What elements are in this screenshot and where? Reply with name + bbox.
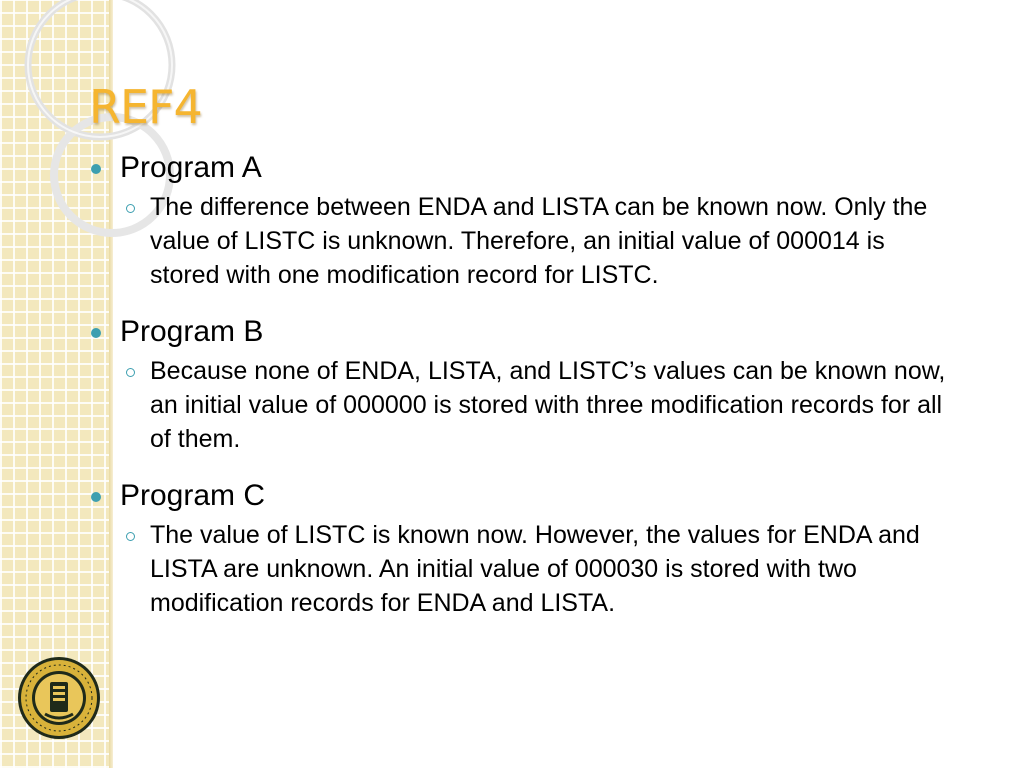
institution-logo xyxy=(17,656,101,740)
sub-bullet-ring-icon xyxy=(126,532,135,541)
sub-bullet-program-a xyxy=(90,190,950,292)
bullet-program-a xyxy=(90,150,990,186)
sub-bullet-program-c xyxy=(90,518,950,620)
sub-bullet-ring-icon xyxy=(126,204,135,213)
sub-bullet-text: The difference between ENDA and LISTA can be known now. Only the value of LISTC is unknown. Therefore, an initial value of 000014 is stored with one modification record for LISTC. xyxy=(150,193,928,289)
bullet-program-c xyxy=(90,478,990,514)
bullet-dot-icon xyxy=(91,492,101,502)
slide-content xyxy=(90,150,990,642)
bullet-dot-icon xyxy=(91,164,101,174)
bullet-label: Program B xyxy=(120,315,264,348)
bullet-label: Program A xyxy=(120,151,262,184)
sub-bullet-program-b xyxy=(90,354,950,456)
sub-bullet-ring-icon xyxy=(126,368,135,377)
bullet-label: Program C xyxy=(120,479,266,512)
sub-bullet-text: Because none of ENDA, LISTA, and LISTC’s values can be known now, an initial value of 000000 is stored with three modification records for all of them. xyxy=(150,357,946,453)
bullet-dot-icon xyxy=(91,328,101,338)
slide-title: REF4 xyxy=(89,80,202,134)
bullet-program-b xyxy=(90,314,990,350)
sub-bullet-text: The value of LISTC is known now. However, the values for ENDA and LISTA are unknown. An initial value of 000030 is stored with two modification records for ENDA and LISTA. xyxy=(150,521,920,617)
